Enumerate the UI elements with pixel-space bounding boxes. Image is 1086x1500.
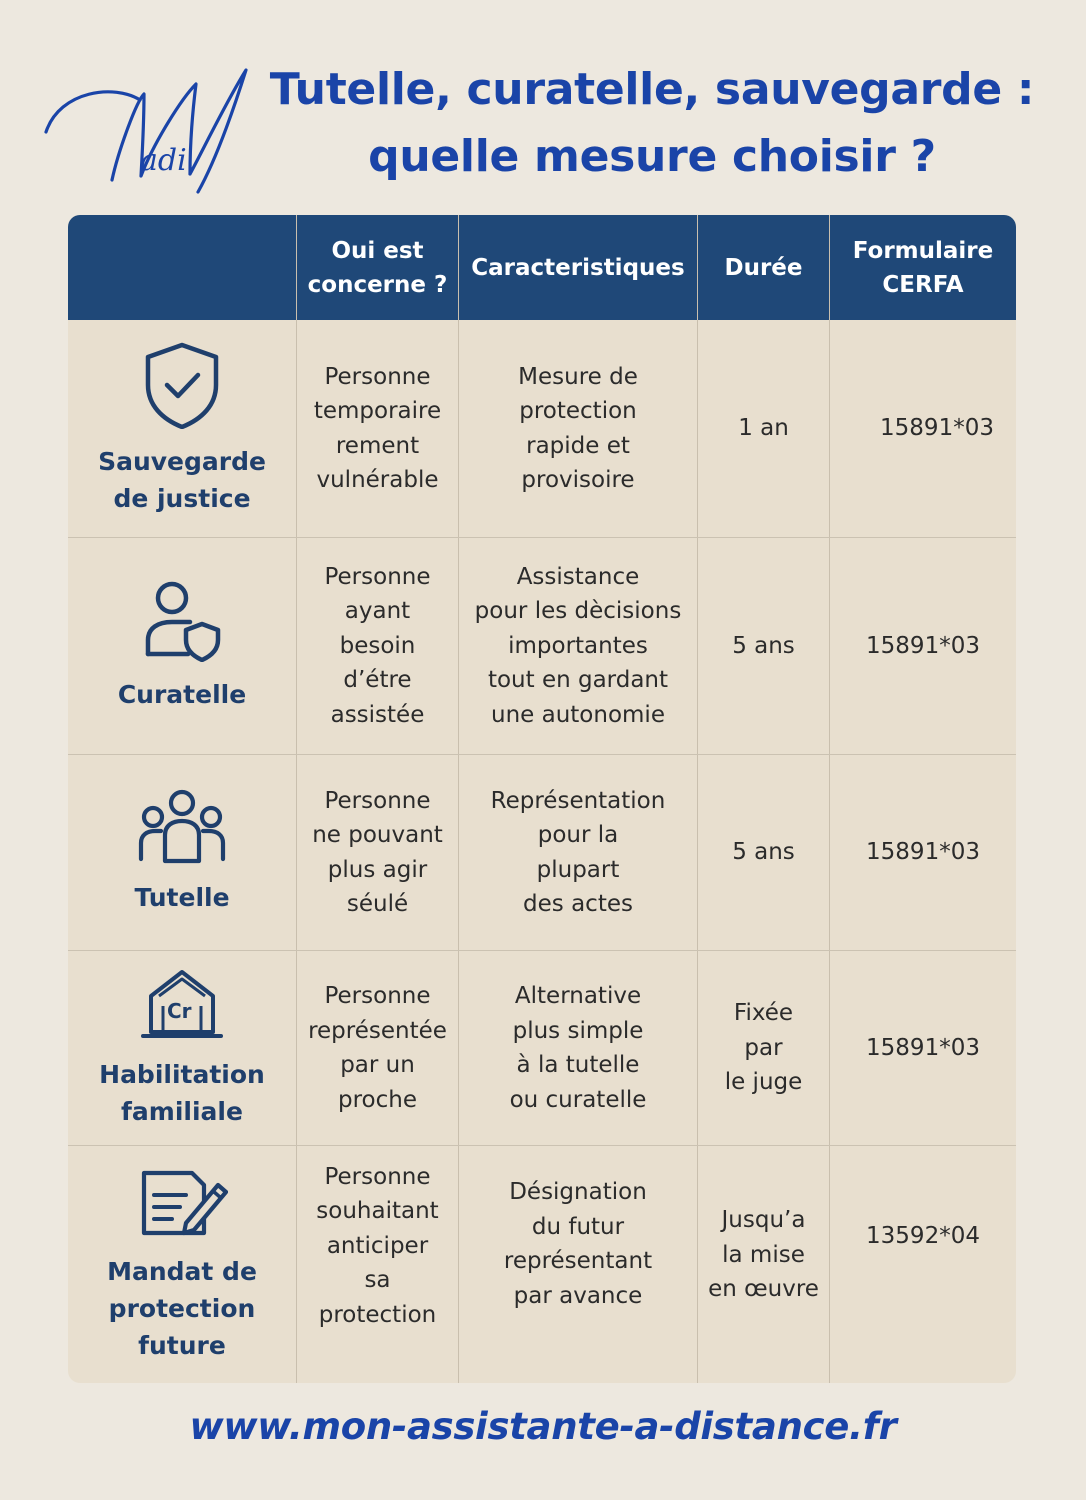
document-pen-icon: [136, 1165, 228, 1239]
cell-duration: Fixée par le juge: [724, 1000, 803, 1096]
cell-duration: 1 an: [738, 415, 789, 442]
comparison-table: [68, 215, 1016, 1383]
table-header: [68, 215, 1016, 320]
cell-cerfa: 15891*03: [866, 1034, 980, 1061]
cell-who: Personne ne pouvant plus agir séulé: [312, 787, 443, 917]
cell-features: Alternative plus simple à la tutelle ou curatelle: [509, 983, 647, 1113]
table-row-habilitation: [68, 951, 296, 1145]
cell-who: Personne représentée par un proche: [308, 983, 447, 1113]
family-house-icon: [141, 966, 223, 1042]
cell-features: Assistance pour les dècisions importantes tout en gardant une autonomie: [474, 563, 682, 728]
cell-who: Personne temporaire rement vulnérable: [313, 363, 442, 493]
shield-check-icon: [142, 341, 222, 429]
cell-duration: 5 ans: [732, 632, 795, 659]
website-link[interactable]: www.mon-assistante-a-distance.fr: [189, 1405, 897, 1448]
table-row-mandat: [68, 1146, 296, 1383]
header-features: Caracteristiques: [471, 254, 685, 281]
cell-duration: 5 ans: [732, 839, 795, 866]
row-name: Mandat de protection future: [107, 1257, 257, 1360]
cell-who: Personne souhaitant anticiper sa protection: [316, 1163, 439, 1328]
header-who: Oui est concerne ?: [307, 237, 448, 298]
cell-features: Mesure de protection rapide et provisoire: [518, 363, 638, 493]
cell-cerfa: 15891*03: [866, 632, 980, 659]
header-cerfa: Formulaire CERFA: [852, 237, 994, 298]
table-row-sauvegarde: [68, 320, 296, 537]
header-empty: [68, 215, 296, 320]
cell-cerfa: 15891*03: [866, 839, 980, 866]
person-shield-icon: [142, 580, 222, 662]
svg-text:adi: adi: [140, 143, 187, 178]
row-name: Tutelle: [134, 883, 230, 912]
cell-cerfa: 15891*03: [880, 415, 994, 442]
row-name: Sauvegarde de justice: [98, 446, 266, 513]
group-people-icon: [137, 789, 227, 865]
title-line-1: Tutelle, curatelle, sauvegarde :: [269, 64, 1035, 115]
signature-logo: [40, 62, 255, 197]
page-title: [262, 56, 1042, 190]
cell-duration: Jusqu’a la mise en œuvre: [708, 1207, 819, 1303]
cell-cerfa: 13592*04: [866, 1222, 980, 1249]
row-name: Habilitation familiale: [99, 1060, 265, 1126]
svg-text:Cr: Cr: [167, 999, 192, 1023]
table-row-curatelle: [68, 538, 296, 754]
row-name: Curatelle: [117, 679, 247, 709]
header-duration: Durée: [724, 254, 803, 281]
table-row-tutelle: [68, 755, 296, 950]
cell-features: Désignation du futur représentant par avance: [503, 1179, 653, 1309]
cell-who: Personne ayant besoin d’étre assistée: [324, 563, 431, 728]
title-line-2: quelle mesure choisir ?: [368, 131, 936, 182]
cell-features: Représentation pour la plupart des actes: [490, 787, 666, 917]
